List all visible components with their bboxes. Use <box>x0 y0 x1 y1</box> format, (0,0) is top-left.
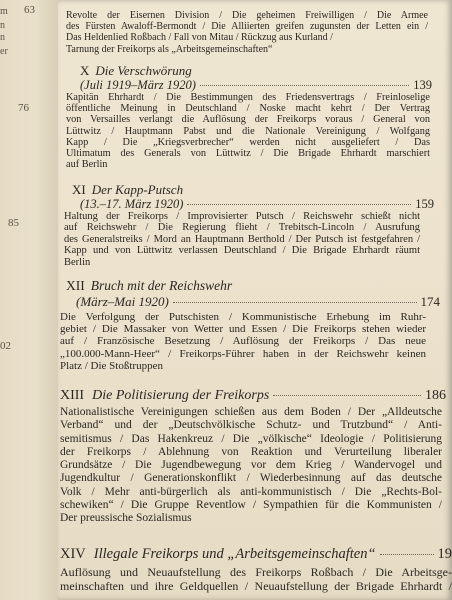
chapter-title: Der Kapp-Putsch <box>91 182 184 197</box>
chapter-number: XIV <box>60 546 86 562</box>
toc-line: Der preussische Sozialismus <box>60 512 192 525</box>
chapter-page-number: 186 <box>425 388 446 403</box>
margin-snippet: er <box>0 46 8 57</box>
leader-dots <box>187 204 411 205</box>
toc-line: von Versailles verlangt die Auflösung der Freikorps voraus / General von <box>66 114 430 126</box>
toc-line: Die Verfolgung der Putschisten / Kommunistische Erhebung im Ruhr- <box>60 311 426 323</box>
chapter-page-number: 139 <box>413 78 432 92</box>
left-page-margin <box>0 0 58 600</box>
leader-dots <box>380 554 434 555</box>
margin-page-number: 02 <box>0 340 11 352</box>
toc-line: auf / Französische Besetzung / Auflösung der Freikorps / Das neue <box>60 335 426 348</box>
toc-line: Kapp und von Lüttwitz verlassen Deutschland / Die Brigade Ehrhardt räumt <box>64 245 420 257</box>
chapter-title: Die Politisierung der Freikorps <box>92 388 270 403</box>
toc-line: Volk / Mehr anti-bürgerlich als anti-kommunistisch / Die „Rechts-Bol- <box>60 485 442 498</box>
chapter-number: X <box>80 63 90 78</box>
margin-page-number: 76 <box>18 102 29 114</box>
chapter-heading <box>60 546 452 563</box>
table-of-contents-page <box>58 0 452 600</box>
chapter-dates: (13.–17. März 1920) <box>80 197 184 211</box>
chapter-dates-line <box>76 294 440 310</box>
toc-line: Platz / Die Stoßtruppen <box>60 359 163 372</box>
toc-line: des Fürsten Awaloff-Bermondt / Die Alliierten greifen zugunsten der Letten ein / <box>66 21 428 33</box>
toc-line: semitismus / Das Hakenkreuz / Die „völkische“ Ideologie / Politisierung <box>60 432 442 445</box>
leader-dots <box>200 85 409 86</box>
section-continuation <box>66 10 428 55</box>
toc-line: auf Berlin <box>66 159 108 171</box>
chapter-heading <box>60 388 446 404</box>
toc-line: Haltung der Freikorps / Improvisierter Putsch / Reichswehr schießt nicht <box>64 211 420 222</box>
chapter-number: XIII <box>60 388 85 403</box>
toc-line: „100.000-Mann-Heer“ / Freikorps-Führer haben in der Reichswehr keinen <box>60 347 426 360</box>
chapter-title: Illegale Freikorps und „Arbeitsgemeinschaften“ <box>93 546 376 562</box>
chapter-title: Bruch mit der Reichswehr <box>90 278 233 293</box>
toc-line: Berlin <box>64 256 91 268</box>
toc-line: Tarnung der Freikorps als „Arbeitsgemeinschaften“ <box>66 43 273 55</box>
toc-line: Nationalistische Vereinigungen schießen aus dem Boden / Der „Alldeutsche <box>60 406 442 418</box>
margin-snippet: m <box>0 6 8 17</box>
leader-dots <box>273 395 421 396</box>
toc-line: Ultimatum des Generals von Lüttwitz / Die Brigade Ehrhardt marschiert <box>66 148 430 160</box>
margin-page-number: 63 <box>24 4 35 16</box>
toc-line: schewiken“ / Die Gruppe Reventlow / Sympathien für die Kommunisten / <box>60 499 442 512</box>
chapter-page-number: 159 <box>415 197 434 211</box>
toc-line: Grundsätze / Die Jugendbewegung vor dem Krieg / Wandervogel und <box>60 459 442 472</box>
chapter-summary <box>60 406 442 526</box>
toc-line: Revolte der Eisernen Division / Die geheimen Freiwilligen / Die Armee <box>66 10 428 21</box>
chapter-dates-line <box>80 197 434 212</box>
toc-line: Kapp / Die „Kriegsverbrecher“ werden nicht ausgeliefert / Das <box>66 136 430 148</box>
chapter-dates-line <box>80 78 432 93</box>
margin-snippet: n <box>0 20 5 31</box>
chapter-dates: (März–Mai 1920) <box>76 294 169 309</box>
toc-line: Jugendkultur / Generationskonflikt / Wiederbesinnung auf das deutsche <box>60 472 442 485</box>
chapter-dates: (Juli 1919–März 1920) <box>80 78 196 92</box>
toc-line: des Generalstreiks / Mord an Hauptmann Berthold / Der Putsch ist festgefahren / <box>64 233 420 245</box>
chapter-page-number: 174 <box>420 294 440 309</box>
toc-line: Auflösung und Neuaufstellung des Freikorps Roßbach / Die Arbeitsge- <box>60 565 452 579</box>
toc-line: Verband“ und der „Deutschvölkische Schutz- und Trutzbund“ / Anti- <box>60 419 442 432</box>
toc-line: Das Heldenlied Roßbach / Fall von Mitau / Rückzug aus Kurland / <box>66 32 333 44</box>
leader-dots <box>173 302 417 303</box>
toc-line: gebiet / Die Massaker von Wetter und Essen / Die Freikorps stehen wieder <box>60 323 426 336</box>
chapter-number: XI <box>72 182 86 197</box>
chapter-summary <box>60 566 452 593</box>
toc-line: meinschaften und ihre Geldquellen / Neuaufstellung der Brigade Ehrhardt / <box>60 578 452 593</box>
toc-line: öffentliche Meinung in Deutschland / Noske macht kehrt / Der Vertrag <box>66 103 430 115</box>
toc-line: auf Reichswehr / Die Regierung flieht / Trebitsch-Lincoln / Ausrufung <box>64 222 420 234</box>
chapter-title: Die Verschwörung <box>95 63 192 78</box>
chapter-page-number: 19 <box>437 546 452 562</box>
chapter-heading <box>66 278 434 294</box>
margin-page-number: 85 <box>8 217 19 229</box>
chapter-summary <box>60 311 426 372</box>
toc-line: der Freikorps / Ablehnung von Reaktion und Verurteilung liberaler <box>60 445 442 458</box>
margin-snippet: n <box>0 32 5 43</box>
chapter-summary <box>64 211 420 268</box>
toc-line: Kapitän Ehrhardt / Die Bestimmungen des Friedensvertrags / Freinloselige <box>66 92 430 103</box>
chapter-heading <box>80 63 432 79</box>
chapter-number: XII <box>66 278 85 293</box>
chapter-heading <box>72 182 432 198</box>
chapter-summary <box>66 92 430 170</box>
toc-line: Lüttwitz / Hauptmann Pabst und die Nationale Vereinigung / Wolfgang <box>66 125 430 137</box>
